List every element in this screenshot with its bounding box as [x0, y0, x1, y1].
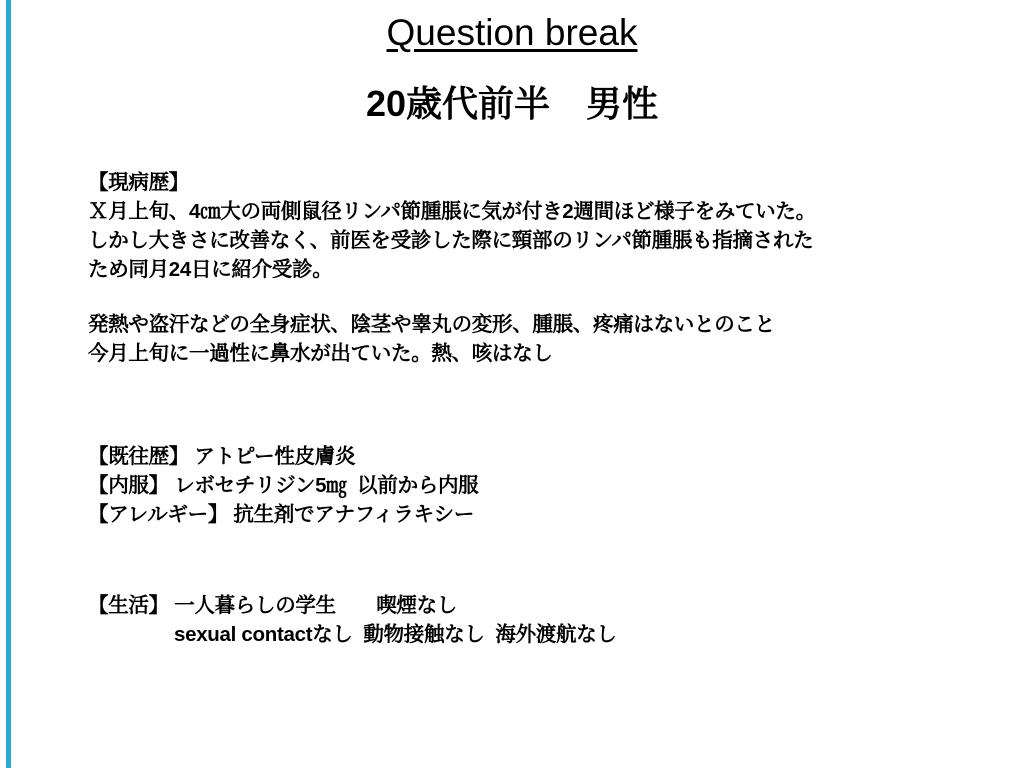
- section-symptoms: [88, 310, 988, 368]
- section-line: 【既往歴】 アトピー性皮膚炎: [88, 445, 356, 468]
- section-heading: 【現病歴】: [88, 171, 189, 194]
- section-history-medication-allergy: [88, 442, 988, 529]
- section-lifestyle: [88, 591, 988, 649]
- section-line-indented: sexual contactなし 動物接触なし 海外渡航なし: [174, 623, 617, 646]
- section-line: ため同月24日に紹介受診。: [88, 258, 333, 281]
- spacer: [88, 529, 988, 591]
- page-subtitle: 20歳代前半 男性: [365, 83, 659, 124]
- spacer: [88, 284, 988, 310]
- page-title: Question break: [386, 12, 638, 53]
- section-present-illness: [88, 168, 988, 284]
- clinical-body: [88, 168, 988, 649]
- section-line: 【内服】 レボセチリジン5㎎ 以前から内服: [88, 474, 479, 497]
- section-line: しかし大きさに改善なく、前医を受診した際に頸部のリンパ節腫脹も指摘された: [88, 229, 814, 252]
- section-line: 発熱や盗汗などの全身症状、陰茎や睾丸の変形、腫脹、疼痛はないとのこと: [88, 313, 775, 336]
- spacer: [88, 368, 988, 442]
- section-line: 【アレルギー】 抗生剤でアナフィラキシー: [88, 503, 475, 526]
- section-line: Ｘ月上旬、4㎝大の両側鼠径リンパ節腫脹に気が付き2週間ほど様子をみていた。: [88, 200, 816, 223]
- section-line: 今月上旬に一過性に鼻水が出ていた。熱、咳はなし: [88, 342, 553, 365]
- section-line: 【生活】 一人暮らしの学生 喫煙なし: [88, 594, 457, 617]
